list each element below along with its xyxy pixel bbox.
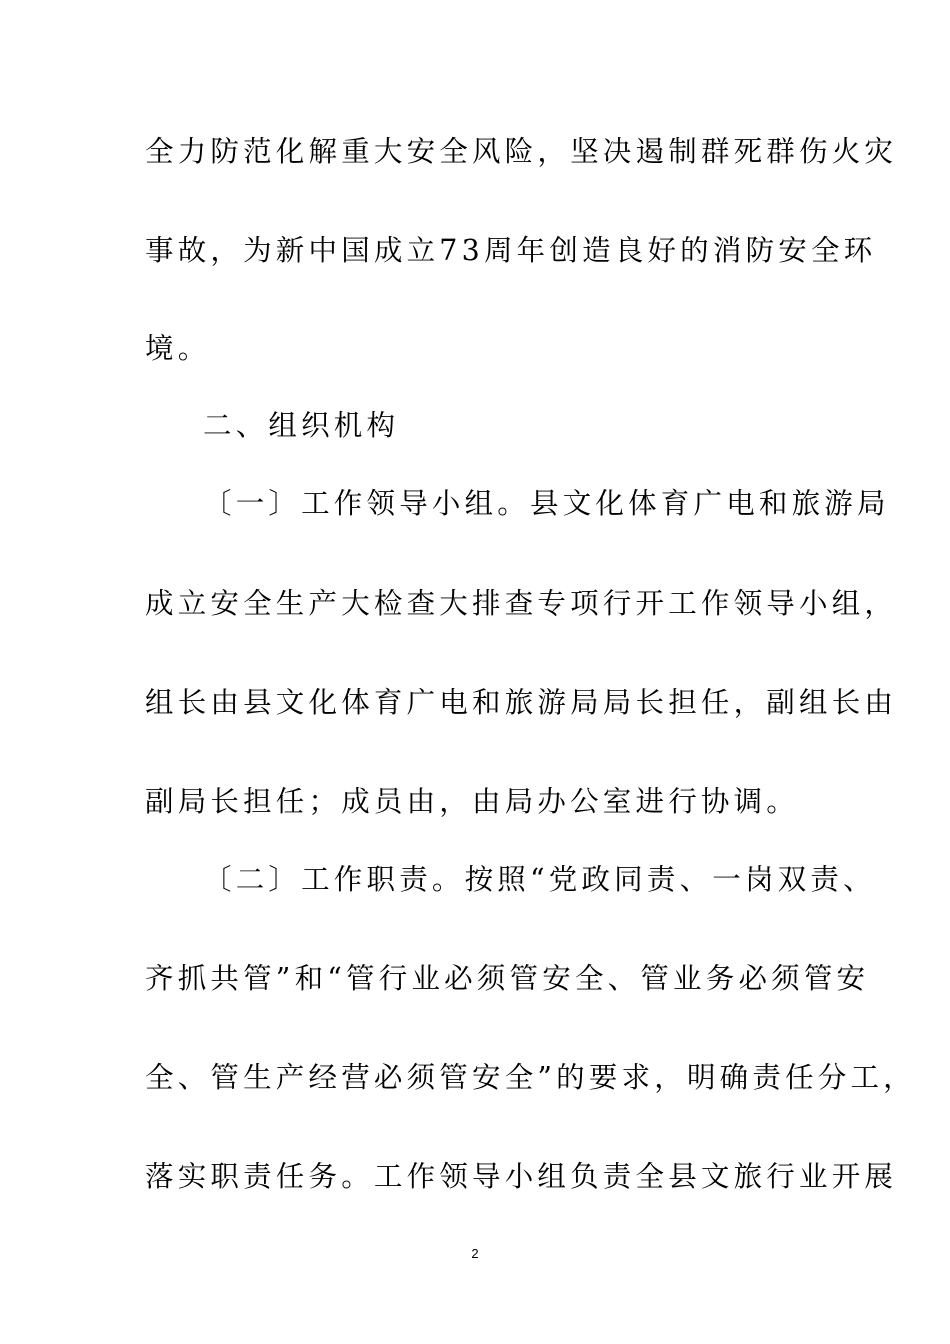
body-text-line: 事故，为新中国成立73周年创造良好的消防安全环 bbox=[145, 234, 877, 267]
body-text-line: 齐抓共管”和“管行业必须管安全、管业务必须管安 bbox=[145, 962, 870, 995]
body-text-line: 全、管生产经营必须管安全”的要求，明确责任分工， bbox=[145, 1061, 916, 1094]
body-text-line: 全力防范化解重大安全风险，坚决遏制群死群伤火灾 bbox=[145, 135, 898, 168]
body-text-line: 成立安全生产大检查大排查专项行开工作领导小组， bbox=[145, 587, 898, 620]
body-text-line: 落实职责任务。工作领导小组负责全县文旅行业开展 bbox=[145, 1160, 898, 1193]
body-text-line: 境。 bbox=[145, 332, 211, 365]
body-text-line: 〔一〕工作领导小组。县文化体育广电和旅游局 bbox=[203, 487, 890, 520]
page-number: 2 bbox=[471, 1246, 479, 1261]
body-text-line: 副局长担任；成员由，由局办公室进行协调。 bbox=[145, 785, 800, 818]
section-heading: 二、组织机构 bbox=[203, 409, 400, 442]
body-text-line: 〔二〕工作职责。按照“党政同责、一岗双责、 bbox=[203, 863, 876, 896]
body-text-line: 组长由县文化体育广电和旅游局局长担任，副组长由 bbox=[145, 686, 898, 719]
